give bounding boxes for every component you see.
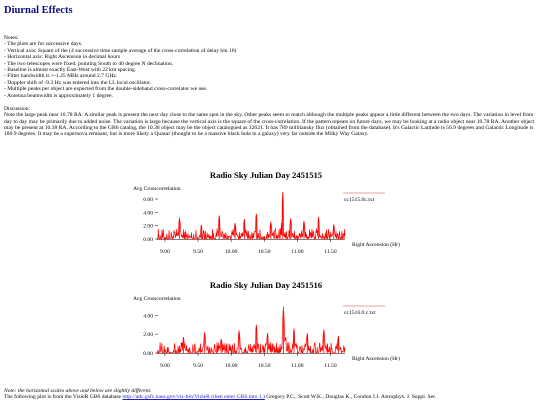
x-tick-label: 11.00 [291,249,304,255]
x-tick-label: 9.50 [193,249,203,255]
note-item: - The plots are for successive days. [4,41,83,48]
note-item: - Vertical axis: Square of the (4 successive time sample average of the cross-correlation of delay bin 16) [4,47,237,54]
x-tick-label: 9.00 [160,363,170,369]
chart-svg [0,278,532,386]
y-tick-label: 4.00 [143,210,153,217]
note-item: - Doppler shift of -9.3 Hz was entered into the LL local oscillator. [4,79,152,86]
x-tick-label: 10.50 [257,249,271,255]
chart-day-2451515 [0,168,532,276]
y-axis-label: Avg Crosscorrelation [133,186,181,192]
x-tick-label: 10.00 [224,249,238,255]
vizier-link[interactable]: http://adc.gsfc.nasa.gov/viz-bin/VizieR (then enter GB6 into 1.) [122,394,265,401]
y-axis-label: Avg Crosscorrelation [133,296,181,302]
footer-prefix: The following plot is from the VizieR GB6 database [4,394,123,401]
note-item: - Antenna beamwidth is approximately 1 degree. [4,92,113,99]
discussion-section [4,106,536,137]
x-tick-label: 11.50 [324,249,337,255]
note-item: - Baseline is almost exactly East-West with 22 km spacing. [4,67,137,74]
discussion-heading: Discussion: [4,106,31,113]
chart-title: Radio Sky Julian Day 2451516 [209,280,323,290]
x-axis-label: Right Ascension (Hr) [352,356,400,362]
notes-section [4,35,536,99]
note-item: - Multiple peaks per object are expected from the double-sideband cross-correlator we use. [4,86,208,93]
x-tick-label: 11.00 [291,363,304,369]
page-content [4,0,536,138]
chart-legend [343,193,385,203]
x-tick-label: 9.50 [193,363,203,369]
chart-legend [343,306,385,316]
footer-note: Note: the horizontal scales above and below are slightly different. [4,388,152,394]
y-tick-label: 0.00 [143,237,153,243]
page-title: Diurnal Effects [4,5,73,16]
chart-svg [0,168,532,276]
note-item: - The two telescopes were fixed, pointing South to 40 degree N declination. [4,60,174,67]
notes-heading: Notes: [4,35,19,41]
y-tick-label: 2.00 [143,332,153,339]
legend-label: cc1515.0c.txt [344,197,375,203]
y-tick-label: 0.00 [143,351,153,357]
chart-day-2451516 [0,278,532,386]
x-axis-label: Right Ascension (Hr) [352,242,400,248]
y-tick-label: 6.00 [143,197,153,203]
y-tick-label: 2.00 [143,223,153,230]
footer-suffix: Gregory P.C., Scott W.K., Douglas K., Condon J.J. Astrophys. J. Suppl. Ser. [264,394,437,401]
footer [4,388,536,401]
note-item: - Filter bandwidth is +-1.25 MHz around 2.7 GHz. [4,73,118,80]
series-line [157,192,345,239]
legend-label: cc1516.0.c.txt [344,310,376,316]
x-tick-label: 10.00 [224,363,238,369]
chart-title: Radio Sky Julian Day 2451515 [209,170,323,180]
x-tick-label: 11.50 [324,363,337,369]
series-line [157,310,345,353]
x-tick-label: 10.50 [257,363,271,369]
footer-line [4,394,536,400]
discussion-text: Note the large peak near 10.78 RA. A similar peak is present the next day close to the same spot in the sky. Other peaks seem to match although the multiple peaks appear a little different between the two days. The variation in level from day to day may be primarily due to added noise. The variation is large because the vertical axis is the square of the cross-correlation. If the pattern repeats on future days, we may be looking at a radio object near 10.78 RA. Another object may be present at 10.38 RA. According to the GB6 catalog, the 10.38 object may be the object catalogued as 32621. It has 789 millilansky flux (obtained from the database). It's Galactic Latitude is 56.9 degrees and Galactic Longitude is 180.9 degrees. It may be a supernova remnant, but is more likely a Quasar (thought to be a massive black hole in a galaxy) very far outside the Milky Way Galaxy. [4,112,535,138]
x-tick-label: 9.00 [160,249,170,255]
note-item: - Horizontal axis: Right Ascension in decimal hours [4,54,121,61]
y-tick-label: 4.00 [143,313,153,320]
